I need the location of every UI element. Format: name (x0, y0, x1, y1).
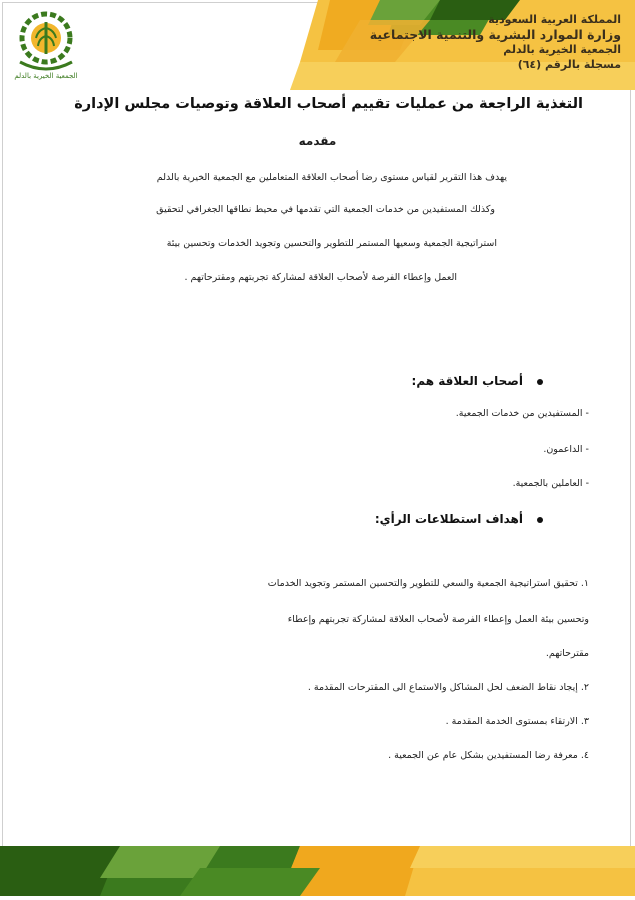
stakeholders-heading (412, 374, 543, 388)
footer-stripes (0, 838, 635, 896)
footer-banner (0, 838, 635, 896)
objectives-heading-text: أهداف استطلاعات الرأي: (374, 512, 523, 526)
objective-line: وتحسين بيئة العمل وإعطاء الفرصة لأصحاب العلاقة لمشاركة تجربتهم وإعطاء (287, 614, 589, 625)
intro-line: يهدف هذا التقرير لقياس مستوى رضا أصحاب العلاقة المتعاملين مع الجمعية الخيرية بالدلم (156, 172, 507, 183)
ministry-label: وزارة الموارد البشرية والتنمية الاجتماعية (369, 27, 621, 42)
objective-line: ٣. الارتقاء بمستوى الخدمة المقدمة . (445, 716, 589, 727)
stakeholders-heading-text: أصحاب العلاقة هم: (411, 374, 523, 388)
intro-line: استراتيجية الجمعية وسعيها المستمر للتطوير والتحسين وتجويد الخدمات وتحسين بيئة (166, 238, 497, 249)
charity-logo (14, 8, 78, 88)
intro-line: العمل وإعطاء الفرصة لأصحاب العلاقة لمشاركة تجربتهم ومقترحاتهم . (184, 272, 457, 283)
intro-heading: مقدمه (298, 134, 337, 148)
objective-line: ١. تحقيق استراتيجية الجمعية والسعي للتطوير والتحسين المستمر وتجويد الخدمات (267, 578, 589, 589)
logo-caption: الجمعية الخيرية بالدلم (14, 72, 78, 80)
objective-line: ٤. معرفة رضا المستفيدين بشكل عام عن الجمعية . (388, 750, 589, 761)
registration-label: مسجلة بالرقم (٦٤) (517, 58, 621, 71)
header-text (370, 12, 621, 72)
page-title: التغذية الراجعة من عمليات تقييم أصحاب العلاقة وتوصيات مجلس الإدارة (74, 96, 583, 112)
stakeholder-item: - الداعمون. (543, 444, 589, 455)
bullet-icon (537, 517, 543, 523)
charity-label: الجمعية الخيرية بالدلم (503, 43, 621, 56)
stakeholder-item: - المستفيدين من خدمات الجمعية. (455, 408, 589, 419)
stakeholder-item: - العاملين بالجمعية. (512, 478, 589, 489)
header-banner (0, 0, 635, 100)
intro-line: وكذلك المستفيدين من خدمات الجمعية التي تقدمها في محيط نطاقها الجغرافي لتحقيق (156, 204, 495, 215)
bullet-icon (537, 379, 543, 385)
kingdom-label: المملكة العربية السعودية (488, 13, 621, 26)
objective-line: ٢. إيجاد نقاط الضعف لحل المشاكل والاستماع الى المقترحات المقدمة . (307, 682, 589, 693)
objectives-heading (375, 512, 543, 526)
objective-line: مقترحاتهم. (545, 648, 589, 659)
